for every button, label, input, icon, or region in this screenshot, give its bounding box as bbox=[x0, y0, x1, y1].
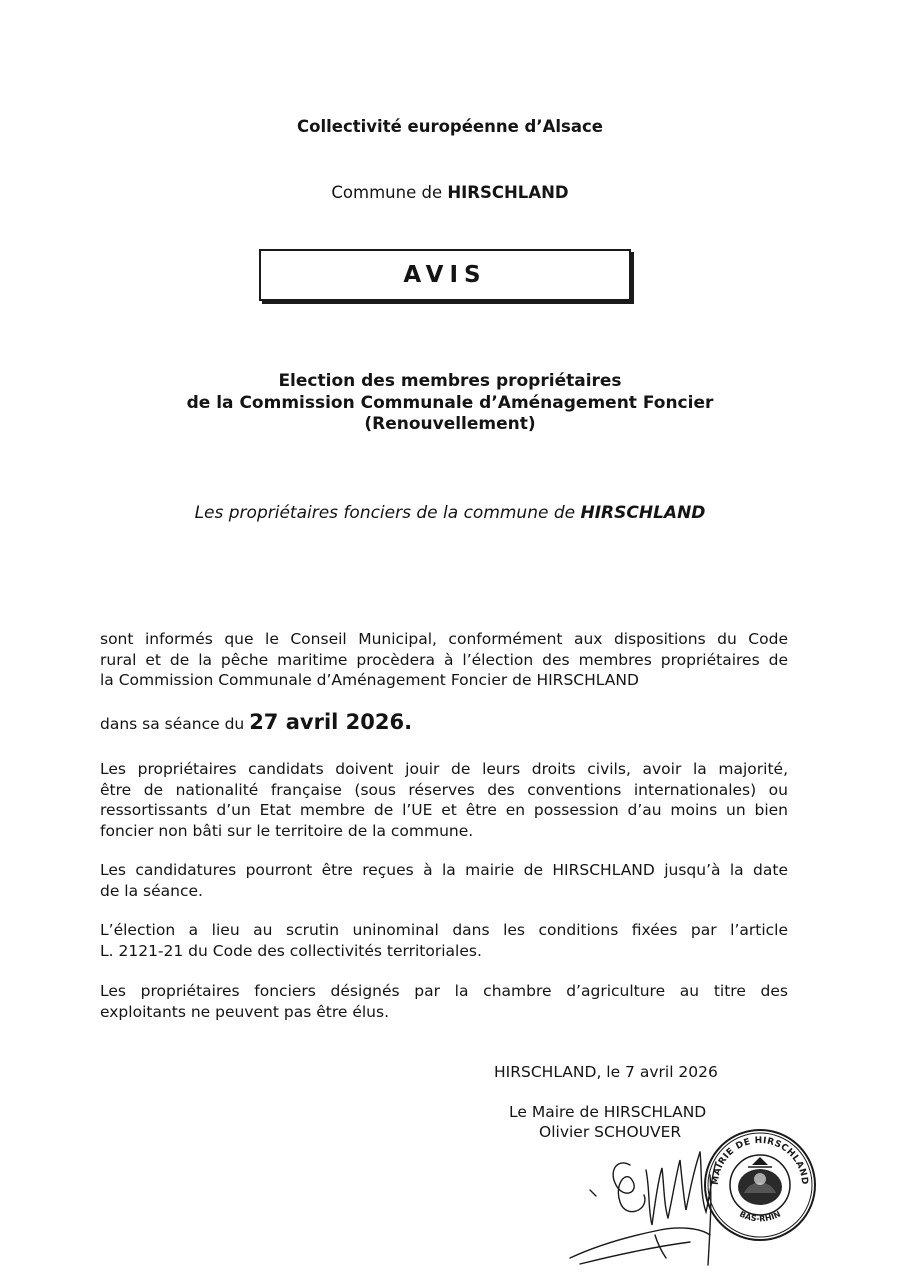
avis-title: AVIS bbox=[403, 262, 487, 288]
heading-line-3: (Renouvellement) bbox=[364, 414, 536, 434]
place-date: HIRSCHLAND, le 7 avril 2026 bbox=[494, 1063, 718, 1081]
paragraph-line: rural et de la pêche maritime procèdera à l’élection des membres propriétaires de bbox=[100, 650, 788, 669]
paragraph-line: Les propriétaires fonciers désignés par la chambre d’agriculture au titre des bbox=[100, 982, 788, 1000]
mairie-stamp bbox=[700, 1123, 820, 1243]
seance-line bbox=[100, 710, 700, 734]
seance-date: 27 avril 2026. bbox=[249, 710, 413, 734]
paragraph-line: Les propriétaires candidats doivent jouir de leurs droits civils, avoir la majorité, bbox=[100, 760, 788, 778]
commune-line bbox=[0, 183, 900, 202]
subtitle-commune: HIRSCHLAND bbox=[580, 503, 706, 523]
paragraph-candidatures bbox=[100, 860, 788, 901]
subtitle-line bbox=[0, 503, 900, 523]
heading-line-1: Election des membres propriétaires bbox=[278, 371, 622, 391]
paragraph-line: exploitants ne peuvent pas être élus. bbox=[100, 1002, 389, 1021]
paragraph-line: la Commission Communale d’Aménagement Foncier de HIRSCHLAND bbox=[100, 671, 639, 689]
mayor-role: Le Maire de HIRSCHLAND bbox=[509, 1103, 707, 1121]
subtitle-text: Les propriétaires fonciers de la commune de bbox=[194, 503, 581, 523]
stamp-emblem-icon bbox=[738, 1157, 782, 1205]
election-heading bbox=[0, 371, 900, 436]
collectivite-header: Collectivité européenne d’Alsace bbox=[297, 117, 603, 136]
commune-name: HIRSCHLAND bbox=[447, 183, 569, 202]
paragraph-line: sont informés que le Conseil Municipal, conformément aux dispositions du Code bbox=[100, 630, 788, 648]
paragraph-line: être de nationalité française (sous réserves des conventions internationales) ou bbox=[100, 780, 788, 799]
stamp-top-text: MAIRIE DE HIRSCHLAND bbox=[710, 1135, 810, 1186]
seance-prefix: dans sa séance du bbox=[100, 715, 250, 733]
paragraph-line: L’élection a lieu au scrutin uninominal dans les conditions fixées par l’article bbox=[100, 921, 788, 939]
paragraph-line: Les candidatures pourront être reçues à la mairie de HIRSCHLAND jusqu’à la date bbox=[100, 861, 788, 879]
avis-title-box bbox=[259, 249, 631, 301]
mayor-name: Olivier SCHOUVER bbox=[539, 1123, 682, 1141]
paragraph-line: de la séance. bbox=[100, 881, 203, 900]
paragraph-line: foncier non bâti sur le territoire de la commune. bbox=[100, 821, 474, 840]
paragraph-exclus bbox=[100, 981, 788, 1022]
paragraph-scrutin bbox=[100, 920, 788, 961]
paragraph-line: L. 2121-21 du Code des collectivités territoriales. bbox=[100, 941, 482, 960]
paragraph-informes bbox=[100, 629, 788, 691]
stamp-bottom-text: BAS-RHIN bbox=[737, 1209, 783, 1224]
paragraph-line: ressortissants d’un Etat membre de l’UE et être en possession d’au moins un bien bbox=[100, 801, 788, 819]
commune-prefix: Commune de bbox=[331, 183, 448, 202]
heading-line-2: de la Commission Communale d’Aménagement Foncier bbox=[186, 392, 714, 413]
svg-text:BAS-RHIN bbox=[738, 1209, 782, 1223]
paragraph-conditions bbox=[100, 759, 788, 841]
